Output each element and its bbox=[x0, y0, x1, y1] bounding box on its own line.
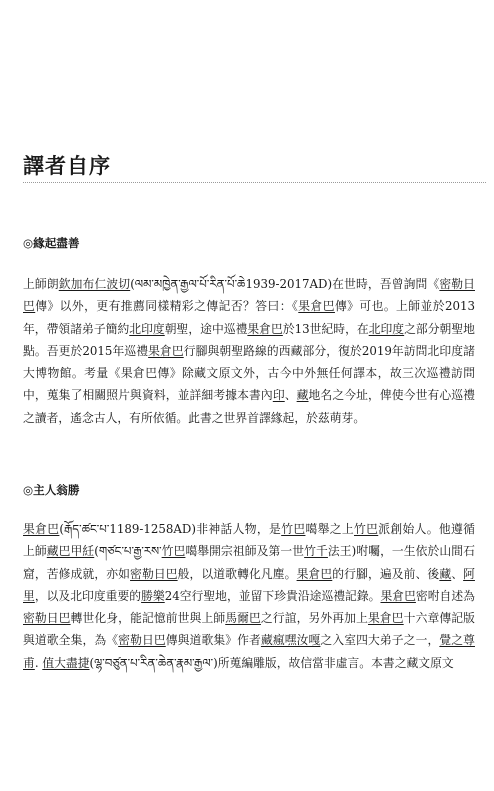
underlined-term: 竹巴 bbox=[353, 522, 379, 536]
text-segment: 般，以道歌轉化凡塵。 bbox=[177, 566, 297, 581]
text-segment: 傳》以外，更有推薦同樣精彩之傳記否？答曰：《 bbox=[35, 299, 299, 314]
text-segment: 傳與道歌集》作者 bbox=[165, 633, 261, 648]
paragraph-protagonist bbox=[23, 518, 475, 674]
text-segment: (ལྷ་བཙུན་པ་རིན་ཆེན་རྣམ་རྒྱལ་)所蒐編雕版，故信當非虛言。本書之藏文原文 bbox=[89, 655, 454, 670]
text-segment: 24空行聖地，並留下珍貴沿途巡禮記錄。 bbox=[164, 588, 381, 603]
page-title: 譯者自序 bbox=[23, 153, 111, 178]
text-segment: 傳》可也。上師並於2013年，帶領諸弟子簡約 bbox=[23, 299, 475, 336]
text-segment: 於13世紀時，在 bbox=[282, 321, 369, 336]
underlined-term: 馬爾巴 bbox=[225, 611, 261, 626]
text-segment: (ལམ་མཁྱེན་རྒྱལ་པོ་རིན་པོ་ཆེ1939-2017AD)在世時，吾曾詢問《 bbox=[130, 277, 440, 291]
text-segment: 地名之今址，俾使今世有心巡禮之讀者，遙念古人，有所依循。此書之世界首譯緣起，於茲萌芽。 bbox=[23, 388, 475, 425]
text-segment: 、 bbox=[451, 566, 464, 581]
underlined-term: 藏巴甲紝 bbox=[46, 544, 95, 559]
text-segment: 噶舉之上 bbox=[305, 522, 354, 536]
text-segment: 上師朗 bbox=[23, 277, 59, 291]
section-heading-protagonist: ◎主人翁勝 bbox=[23, 483, 80, 497]
title-divider bbox=[23, 182, 486, 183]
underlined-term: 北印度 bbox=[368, 321, 405, 336]
text-segment: 行腳與朝聖路線的西藏部分，復於2019年訪問北印度諸大博物館。考量《果倉巴傳》除藏文原文外，古今中外無任何譯本，故三次巡禮訪問中，蒐集了相關照片與資料，並詳細考據本書內 bbox=[23, 343, 475, 403]
text-segment: 的行腳，遍及前、後 bbox=[332, 566, 440, 581]
section-heading-origin: ◎緣起盡善 bbox=[23, 236, 80, 250]
text-segment: 十六章傳記版與道歌全集，為《 bbox=[23, 611, 475, 648]
underlined-term: 竹巴 bbox=[281, 522, 306, 536]
underlined-term: 密勒日巴 bbox=[23, 611, 71, 626]
underlined-term: 果倉巴 bbox=[148, 343, 184, 358]
text-segment: ，以及北印度重要的 bbox=[34, 588, 142, 603]
underlined-term: 密勒日巴 bbox=[23, 277, 475, 314]
underlined-term: 值大盡捷 bbox=[42, 655, 90, 670]
underlined-term: 藏 bbox=[296, 388, 309, 403]
underlined-term: 果倉巴 bbox=[298, 299, 335, 314]
text-segment: 之入室四大弟子之一， bbox=[320, 633, 440, 648]
underlined-term: 果倉巴 bbox=[367, 611, 404, 626]
text-segment: (གཙང་པ་རྒྱ་རས་ bbox=[94, 544, 162, 559]
underlined-term: 果倉巴 bbox=[380, 588, 416, 603]
underlined-term: 藏 bbox=[439, 566, 452, 581]
underlined-term: 阿里 bbox=[23, 566, 475, 603]
text-segment: . bbox=[34, 655, 43, 670]
text-segment: 法王)咐囑，一生依於山間石窟，苦修成就，亦如 bbox=[23, 544, 475, 581]
text-segment: 之部分朝聖地點。吾更於2015年巡禮 bbox=[23, 321, 475, 358]
text-segment: 之行誼，另外再加上 bbox=[260, 611, 368, 626]
underlined-term: 果倉巴 bbox=[247, 321, 283, 336]
underlined-term: 藏瘋嘿汝嘎 bbox=[260, 633, 321, 648]
underlined-term: 欽加布仁波切 bbox=[58, 277, 131, 291]
paragraph-origin bbox=[23, 273, 475, 429]
underlined-term: 覺之尊甫 bbox=[23, 633, 475, 670]
text-segment: 派創始人。他遵循上師 bbox=[23, 522, 475, 559]
text-segment: 朝聖，途中巡禮 bbox=[164, 321, 248, 336]
text-segment: 、 bbox=[284, 388, 297, 403]
text-segment: 噶舉開宗祖師及第一世 bbox=[185, 544, 305, 559]
text-segment: (རྒོད་ཚང་པ་1189-1258AD)非神話人物，是 bbox=[59, 522, 282, 536]
text-segment: 密咐自述為 bbox=[415, 588, 475, 603]
underlined-term: 印 bbox=[272, 388, 285, 403]
underlined-term: 勝樂 bbox=[141, 588, 165, 603]
underlined-term: 果倉巴 bbox=[23, 522, 60, 536]
underlined-term: 北印度 bbox=[129, 321, 165, 336]
underlined-term: 密勒日巴 bbox=[130, 566, 178, 581]
underlined-term: 密勒日巴 bbox=[118, 633, 166, 648]
underlined-term: 果倉巴 bbox=[296, 566, 333, 581]
underlined-term: 竹巴 bbox=[161, 544, 186, 559]
underlined-term: 竹千 bbox=[304, 544, 328, 559]
text-segment: 轉世化身，能記憶前世與上師 bbox=[70, 611, 226, 626]
